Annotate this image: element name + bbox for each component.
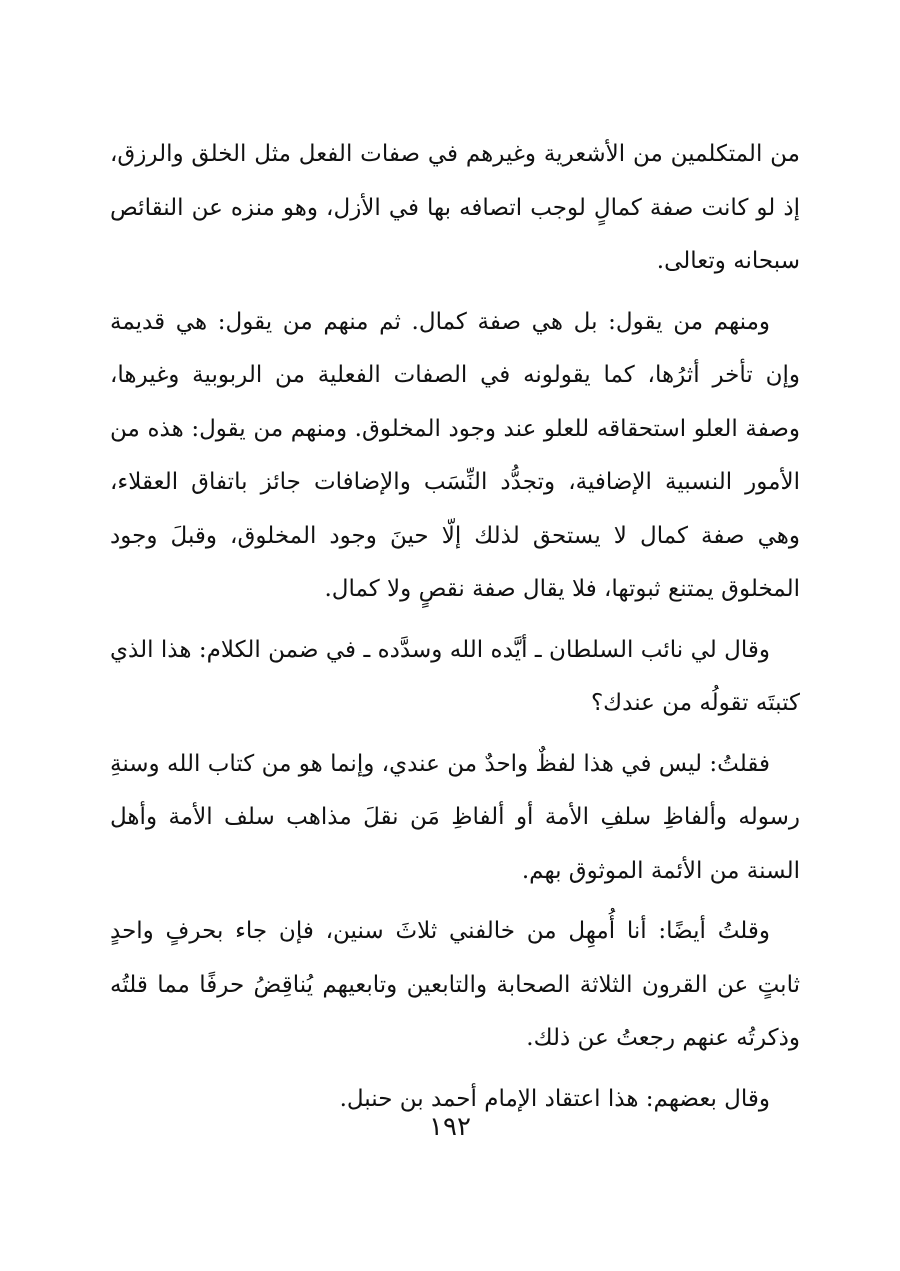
paragraph-2: ومنهم من يقول: بل هي صفة كمال. ثم منهم من يقول: هي قديمة وإن تأخر أثرُها، كما يقولونه في الصفات الفعلية من الربوبية وغيرها، وصفة العلو استحقاقه للعلو عند وجود المخلوق. ومنهم من يقول: هذه من الأمور النسبية الإضافية، وتجدُّد النِّسَب والإضافات جائز باتفاق العقلاء، وهي صفة كمال لا يستحق لذلك إلّا حينَ وجود المخلوق، وقبلَ وجود المخلوق يمتنع ثبوتها، فلا يقال صفة نقصٍ ولا كمال. (110, 308, 800, 602)
paragraph-1: من المتكلمين من الأشعرية وغيرهم في صفات الفعل مثل الخلق والرزق، إذ لو كانت صفة كمالٍ لوجب اتصافه بها في الأزل، وهو منزه عن النقائص سبحانه وتعالى. (110, 141, 800, 274)
paragraph-3: وقال لي نائب السلطان ـ أيَّده الله وسدَّده ـ في ضمن الكلام: هذا الذي كتبتَه تقولُه من عندك؟ (110, 636, 800, 716)
paragraph-5: وقلتُ أيضًا: أنا أُمهِل من خالفني ثلاثَ سنين، فإن جاء بحرفٍ واحدٍ ثابتٍ عن القرون الثلاثة الصحابة والتابعين وتابعيهم يُناقِضُ حرفًا مما قلتُه وذكرتُه عنهم رجعتُ عن ذلك. (110, 918, 800, 1051)
paragraph-6: وقال بعضهم: هذا اعتقاد الإمام أحمد بن حنبل. (339, 1085, 770, 1112)
paragraph-4: فقلتُ: ليس في هذا لفظٌ واحدٌ من عندي، وإنما هو من كتاب الله وسنةِ رسوله وألفاظِ سلفِ الأمة أو ألفاظِ مَن نقلَ مذاهب سلف الأمة وأهل السنة من الأئمة الموثوق بهم. (110, 750, 800, 884)
page-number: ١٩٢ (429, 1112, 471, 1142)
body-text (110, 128, 800, 1133)
